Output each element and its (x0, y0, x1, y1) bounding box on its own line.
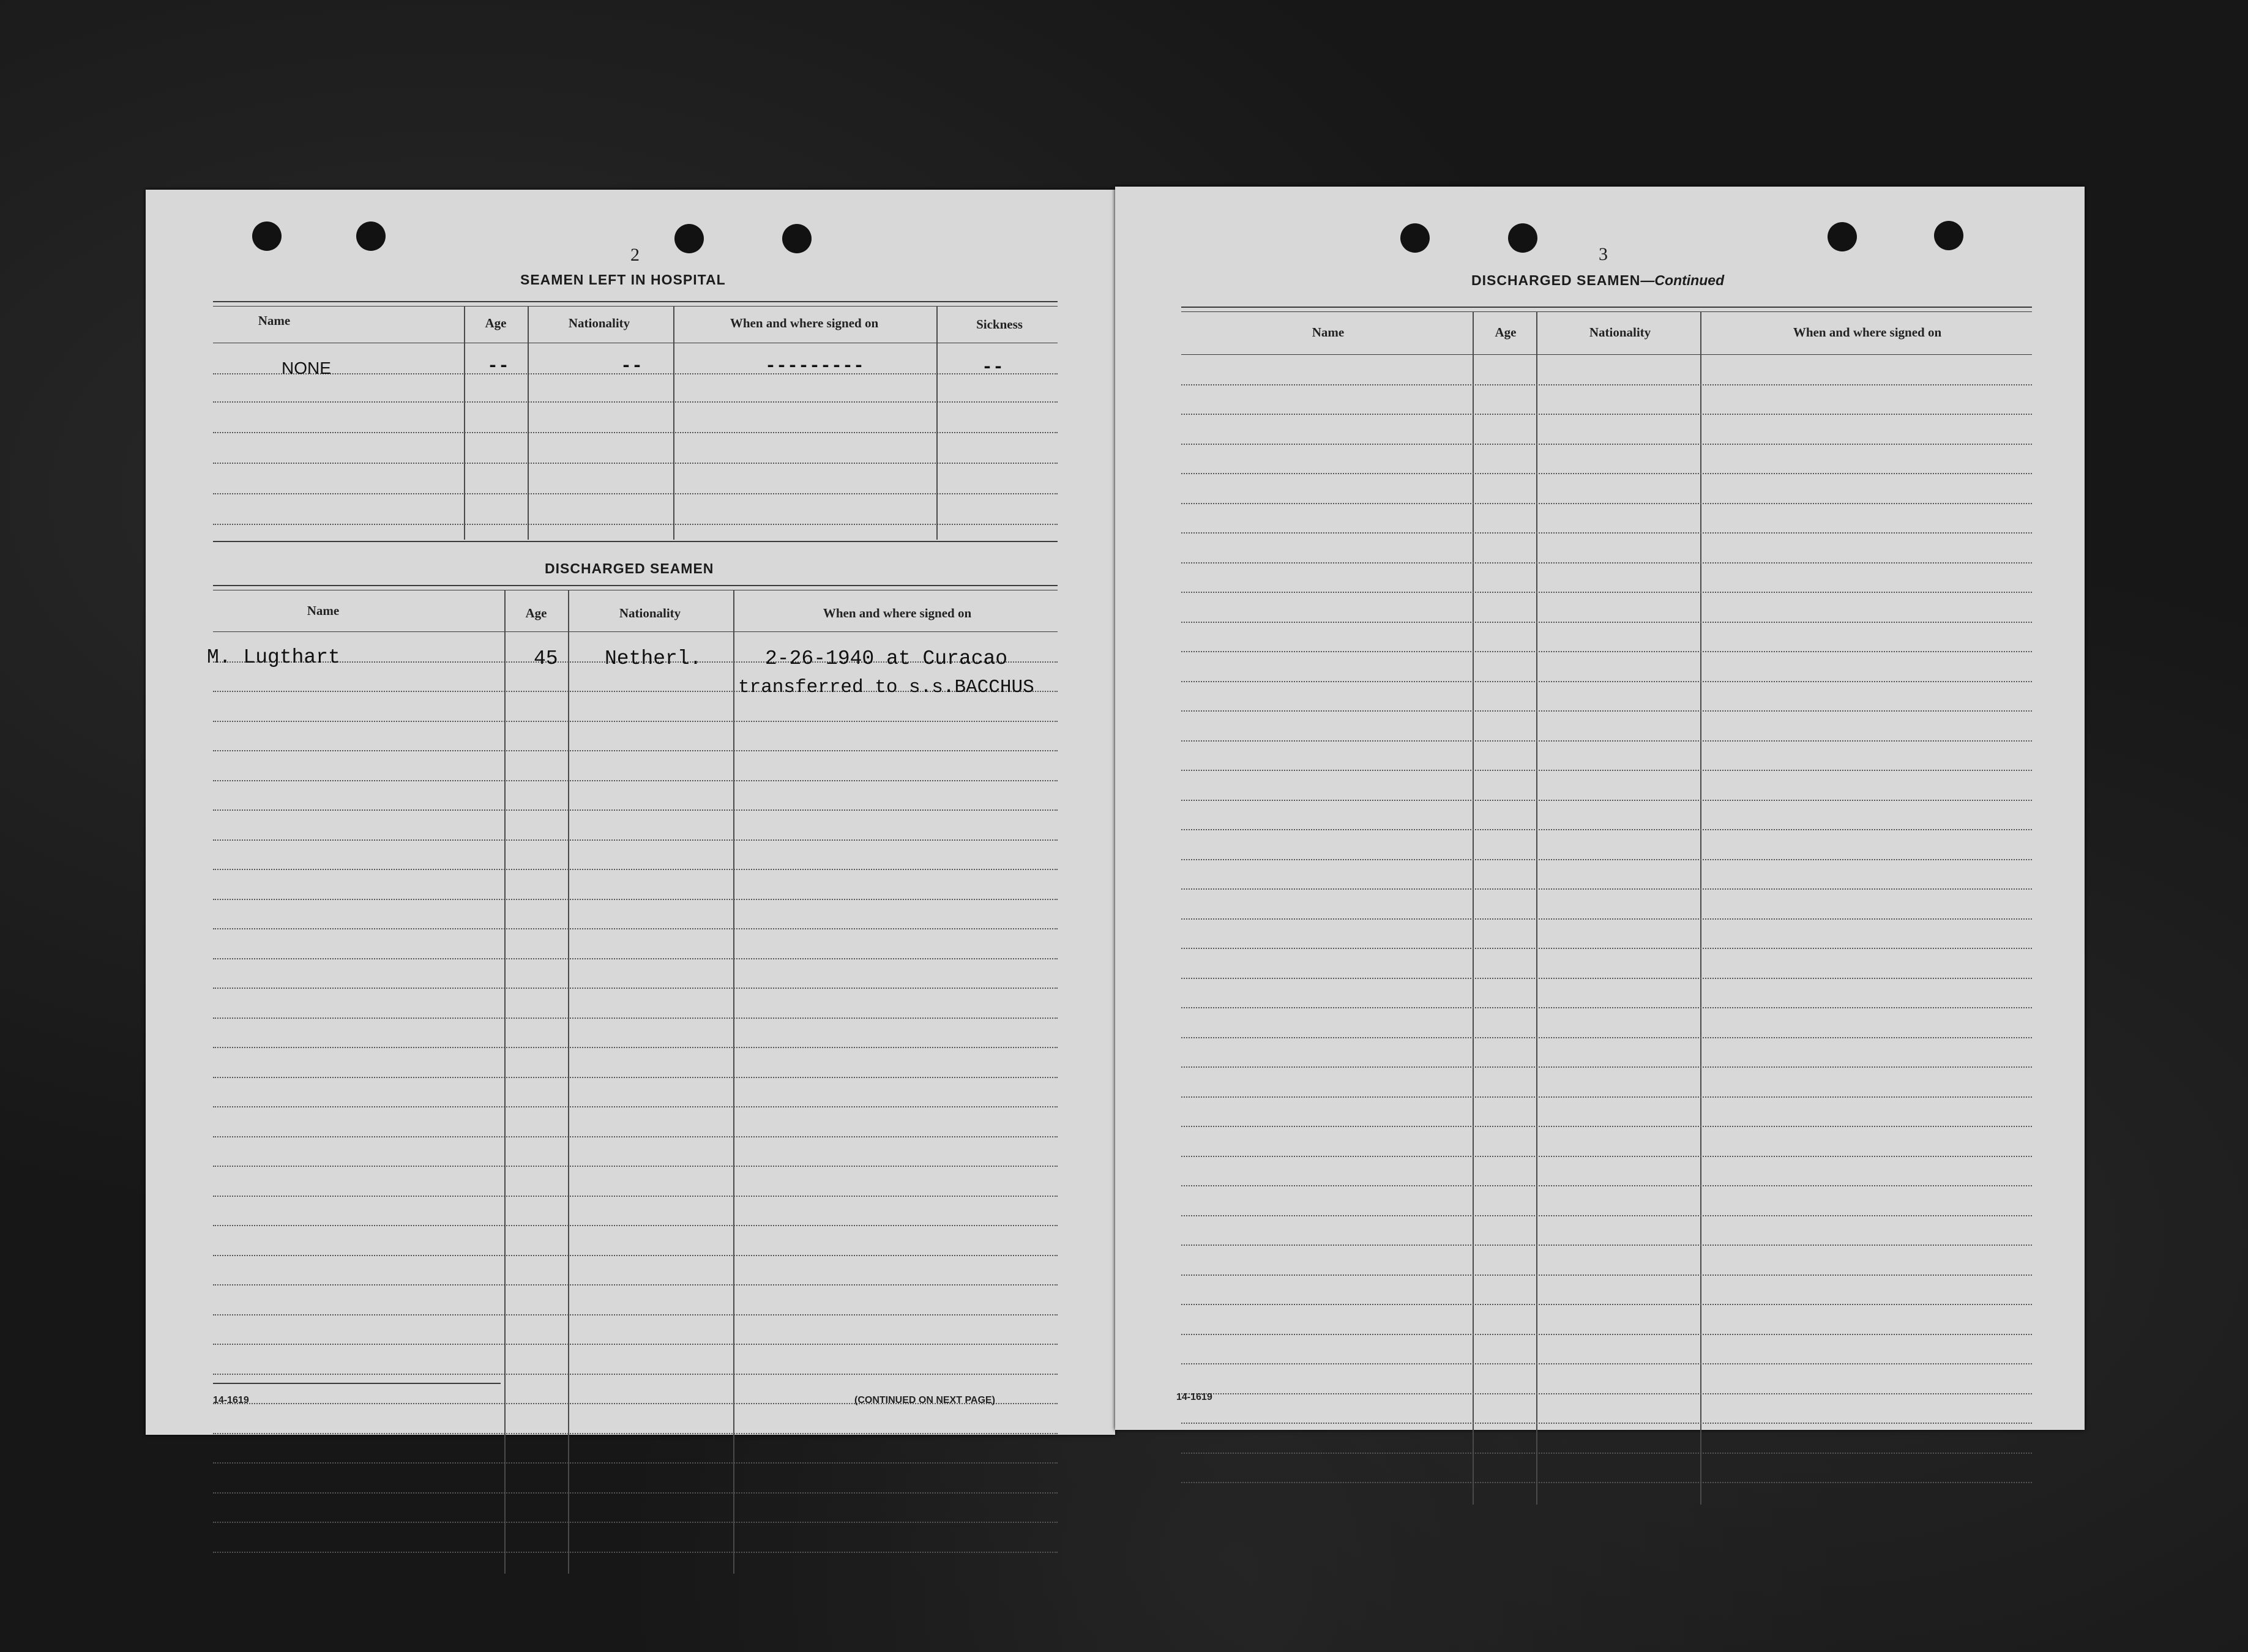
right-page (1115, 187, 2085, 1430)
ruled-line (213, 839, 1058, 841)
discharged-nationality-value: Netherl. (605, 647, 702, 670)
ruled-line (1181, 1215, 2032, 1216)
table-top-rule (213, 306, 1058, 307)
ruled-line (1181, 1066, 2032, 1068)
ruled-line (213, 1552, 1058, 1553)
ruled-line (1181, 740, 2032, 742)
ruled-line (213, 1284, 1058, 1286)
table-top-rule (213, 301, 1058, 302)
ruled-line (1181, 444, 2032, 445)
ruled-line (1181, 710, 2032, 712)
ruled-line (1181, 1096, 2032, 1098)
ruled-line (213, 1433, 1058, 1434)
ruled-line (1181, 473, 2032, 474)
table-top-rule (1181, 307, 2032, 308)
ruled-line (213, 1077, 1058, 1078)
discharged-age-value: 45 (534, 647, 558, 670)
table-bottom-rule (213, 541, 1058, 542)
page-number: 2 (630, 245, 640, 265)
table-top-rule (213, 585, 1058, 586)
column-header-age: Age (485, 316, 507, 330)
ruled-line (1181, 1007, 2032, 1008)
column-header-nationality: Nationality (619, 606, 681, 620)
punch-hole (1934, 221, 1963, 250)
column-header-nationality: Nationality (1589, 325, 1651, 340)
ruled-line (213, 958, 1058, 959)
ruled-line (213, 1344, 1058, 1345)
ruled-line (213, 988, 1058, 989)
ruled-line (1181, 1156, 2032, 1157)
column-header-age: Age (1495, 325, 1517, 340)
discharged-signed-on-line1: 2-26-1940 at Curacao (765, 647, 1008, 670)
ruled-line (213, 1196, 1058, 1197)
continued-note: (CONTINUED ON NEXT PAGE) (854, 1395, 995, 1405)
punch-hole (674, 224, 704, 253)
ruled-line (1181, 1393, 2032, 1394)
column-header-name: Name (1312, 325, 1345, 340)
hospital-sickness-value: -- (982, 357, 1004, 378)
ruled-line (213, 750, 1058, 751)
ruled-line (213, 928, 1058, 929)
hospital-name-value: NONE (282, 359, 331, 378)
ruled-line (1181, 532, 2032, 534)
table-bottom-rule (213, 1383, 501, 1384)
punch-hole (1400, 223, 1430, 253)
ruled-line (1181, 1185, 2032, 1186)
column-header-name: Name (307, 603, 340, 618)
page-number: 3 (1599, 244, 1608, 264)
ruled-line (1181, 829, 2032, 830)
continued-rows (1181, 354, 2032, 1505)
ruled-line (213, 1492, 1058, 1494)
punch-hole (1508, 223, 1537, 253)
ruled-line (213, 1136, 1058, 1137)
ruled-line (213, 780, 1058, 781)
ruled-line (1181, 1245, 2032, 1246)
ruled-line (1181, 414, 2032, 415)
ruled-line (213, 1255, 1058, 1256)
ruled-line (1181, 888, 2032, 890)
column-header-signed-on: When and where signed on (1793, 325, 1942, 340)
discharged-rows (213, 631, 1058, 1574)
ruled-line (213, 1166, 1058, 1167)
hospital-age-value: -- (487, 356, 510, 377)
ruled-line (1181, 800, 2032, 801)
ruled-line (213, 721, 1058, 722)
ruled-line (1181, 948, 2032, 949)
hospital-nationality-value: -- (621, 356, 643, 377)
ruled-line (1181, 503, 2032, 504)
right-section-title (1471, 272, 1724, 289)
ruled-line (1181, 1482, 2032, 1483)
ruled-line (213, 1047, 1058, 1048)
ruled-line (1181, 1363, 2032, 1364)
ruled-line (213, 809, 1058, 811)
column-header-signed-on: When and where signed on (823, 606, 972, 620)
ruled-line (1181, 1037, 2032, 1038)
hospital-signed-on-value: --------- (765, 356, 865, 377)
right-section-title-text: DISCHARGED SEAMEN (1471, 272, 1641, 288)
ruled-line (213, 869, 1058, 870)
ruled-line (1181, 1423, 2032, 1424)
form-number: 14-1619 (1176, 1392, 1212, 1402)
punch-hole (356, 221, 386, 251)
ruled-line (213, 899, 1058, 900)
ruled-line (213, 1462, 1058, 1464)
column-header-sickness: Sickness (976, 317, 1023, 332)
ruled-line (1181, 651, 2032, 652)
ruled-line (1181, 1453, 2032, 1454)
ruled-line (213, 1522, 1058, 1523)
ruled-line (1181, 622, 2032, 623)
ruled-line (1181, 681, 2032, 682)
right-section-title-suffix: —Continued (1640, 272, 1725, 288)
ruled-line (1181, 1126, 2032, 1127)
discharged-signed-on-line2: transferred to s.s.BACCHUS (738, 677, 1034, 698)
ruled-line (213, 1314, 1058, 1315)
column-header-name: Name (258, 313, 291, 328)
ruled-line (1181, 562, 2032, 564)
table-top-rule (1181, 311, 2032, 312)
ruled-line (1181, 978, 2032, 979)
punch-hole (252, 221, 282, 251)
ruled-line (1181, 918, 2032, 920)
punch-hole (782, 224, 812, 253)
ruled-line (213, 1225, 1058, 1226)
discharged-name-value: M. Lugthart (207, 646, 340, 669)
hospital-section-title: SEAMEN LEFT IN HOSPITAL (520, 272, 726, 288)
discharged-section-title: DISCHARGED SEAMEN (545, 560, 714, 576)
ruled-line (1181, 1334, 2032, 1335)
punch-hole (1828, 222, 1857, 251)
ruled-line (1181, 1274, 2032, 1276)
column-header-nationality: Nationality (568, 316, 630, 330)
ruled-line (213, 1018, 1058, 1019)
column-header-age: Age (525, 606, 547, 620)
left-page (146, 190, 1115, 1435)
ruled-line (213, 1106, 1058, 1107)
ruled-line (1181, 859, 2032, 860)
column-header-signed-on: When and where signed on (730, 316, 879, 330)
ruled-line (1181, 592, 2032, 593)
ruled-line (1181, 770, 2032, 771)
ruled-line (1181, 384, 2032, 385)
ruled-line (1181, 1304, 2032, 1305)
ruled-line (213, 1374, 1058, 1375)
form-number: 14-1619 (213, 1395, 249, 1405)
